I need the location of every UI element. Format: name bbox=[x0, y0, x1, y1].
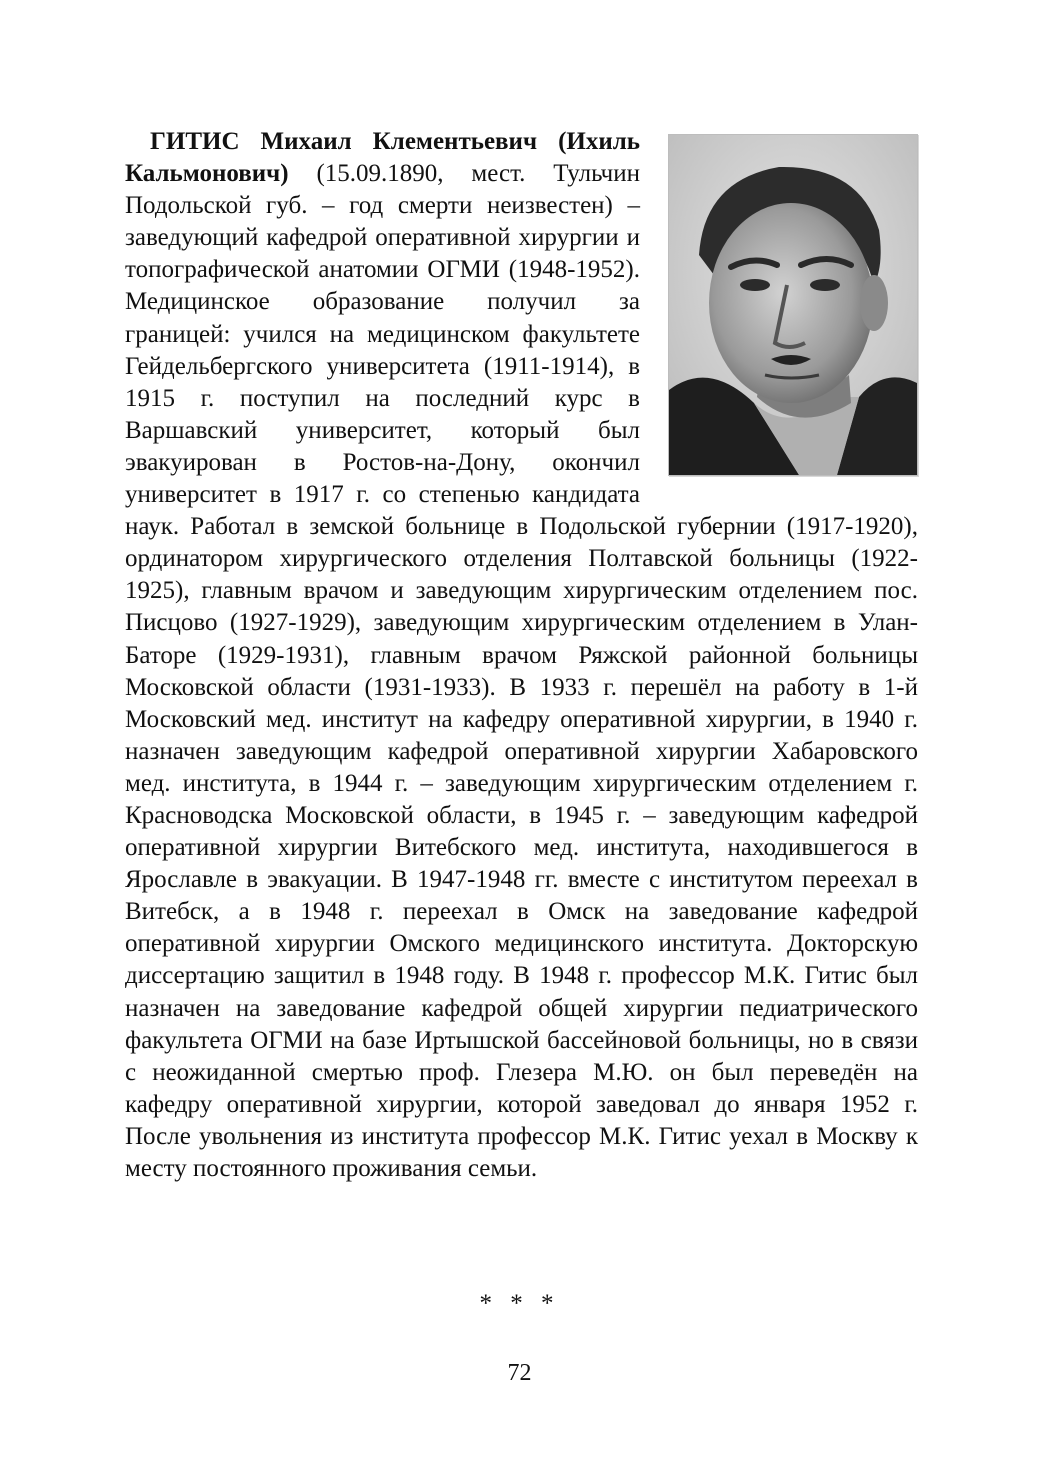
person-name: ГИТИС Михаил Клементьевич (Ихиль Кальмонович) bbox=[125, 128, 640, 188]
article bbox=[125, 126, 918, 1185]
section-separator: * * * bbox=[479, 1290, 560, 1317]
portrait-photo bbox=[668, 134, 918, 476]
biography-text: (15.09.1890, мест. Тульчин Подольской губ. – год смерти неизвестен) – заведующий кафедрой оперативной хирургии и топографической анатомии ОГМИ (1948-1952). Медицинское образование получил за границей: учился на медицинском факультете Гейдельбергского университета (1911-1914), в 1915 г. поступил на последний курс в Варшавский университет, который был эвакуирован в Ростов-на-Дону, окончил университет в 1917 г. со степенью кандидата наук. Работал в земской больнице в Подольской губернии (1917-1920), ординатором хирургического отделения Полтавской больницы (1922-1925), главным врачом и заведующим хирургическим отделением пос. Писцово (1927-1929), заведующим хирургическим отделением в Улан-Баторе (1929-1931), главным врачом Ряжской районной больницы Московской области (1931-1933). В 1933 г. перешёл на работу в 1-й Московский мед. институт на кафедру оперативной хирургии, в 1940 г. назначен заведующим кафедрой оперативной хирургии Хабаровского мед. института, в 1944 г. – заведующим хирургическим отделением г. Красноводска Московской области, в 1945 г. – заведующим кафедрой оперативной хирургии Витебского мед. института, находившегося в Ярославле в эвакуации. В 1947-1948 гг. вместе с институтом переехал в Витебск, а в 1948 г. переехал в Омск на заведование кафедрой оперативной хирургии Омского медицинского института. Докторскую диссертацию защитил в 1948 году. В 1948 г. профессор М.К. Гитис был назначен на заведование кафедрой общей хирургии педиатрического факультета ОГМИ на базе Иртышской бассейновой больницы, но в связи с неожиданной смертью проф. Глезера М.Ю. он был переведён на кафедру оперативной хирургии, которой заведовал до января 1952 г. После увольнения из института профессор М.К. Гитис уехал в Москву к месту постоянного проживания семьи. bbox=[125, 160, 918, 1182]
page-number: 72 bbox=[507, 1360, 532, 1386]
portrait-image bbox=[669, 135, 917, 475]
